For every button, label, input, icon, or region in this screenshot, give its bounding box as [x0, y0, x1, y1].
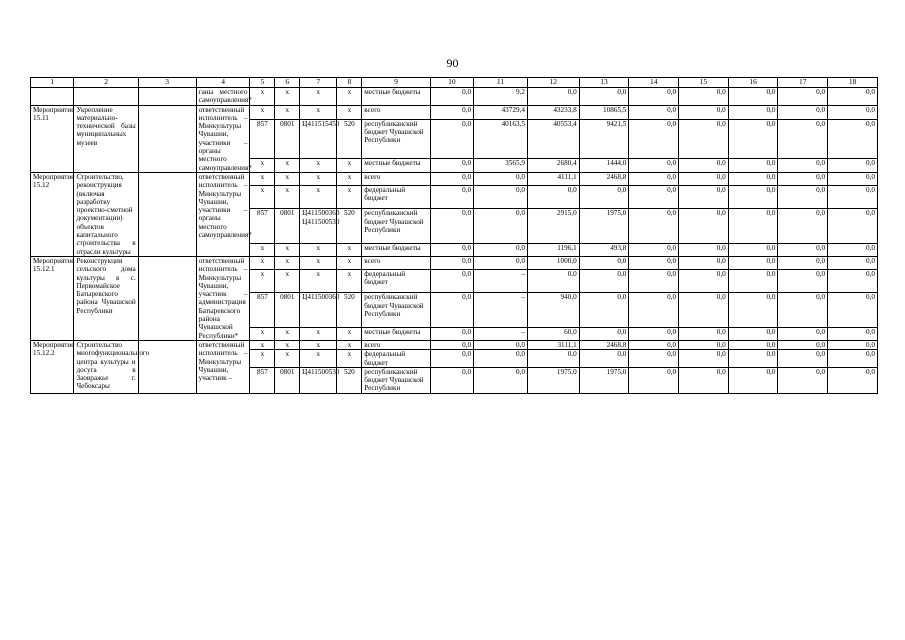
- event-label: Мероприятие 15.12.1: [31, 256, 74, 340]
- target-code: Ц411515450: [300, 119, 337, 158]
- grbs-code: 857: [250, 367, 275, 393]
- table-row: [31, 340, 878, 349]
- section-code: x: [275, 350, 300, 368]
- event-name: Реконструкция сельского дома культуры в с. Первомайское Батыревского района Чувашской Республики: [74, 256, 138, 340]
- target-code: Ц411500360: [300, 293, 337, 328]
- year-value: 0,0: [527, 269, 579, 293]
- grbs-code: x: [250, 88, 275, 106]
- year-value: 0,0: [579, 328, 629, 341]
- event-label: Мероприятие 15.12: [31, 172, 74, 256]
- target-code: Ц411500360 Ц411500530: [300, 209, 337, 244]
- column-number: 9: [362, 78, 430, 88]
- year-value: 9421,5: [579, 119, 629, 158]
- grbs-code: 857: [250, 119, 275, 158]
- year-value: 0,0: [778, 185, 828, 209]
- year-value: 2915,0: [527, 209, 579, 244]
- year-value: 0,0: [579, 185, 629, 209]
- year-value: 0,0: [430, 88, 473, 106]
- target-code: x: [300, 105, 337, 119]
- year-value: 0,0: [778, 367, 828, 393]
- year-value: 0,0: [527, 88, 579, 106]
- year-value: 0,0: [679, 293, 729, 328]
- expense-code: x: [337, 269, 362, 293]
- funding-source: федеральный бюджет: [362, 350, 430, 368]
- column-number: 4: [196, 78, 250, 88]
- year-value: 0,0: [828, 256, 878, 269]
- year-value: 0,0: [629, 367, 679, 393]
- year-value: 0,0: [629, 340, 679, 349]
- executor-cell: ответственный исполнитель – Минкультуры Чувашии, участник – администрация Батыревского района Чувашской Республики*: [196, 256, 250, 340]
- column-number: 13: [579, 78, 629, 88]
- section-code: 0801: [275, 293, 300, 328]
- year-value: 0,0: [430, 185, 473, 209]
- blank-cell: [138, 256, 196, 340]
- year-value: 0,0: [828, 328, 878, 341]
- column-number: 3: [138, 78, 196, 88]
- year-value: 0,0: [474, 244, 528, 257]
- year-value: 0,0: [679, 350, 729, 368]
- expense-code: 520: [337, 119, 362, 158]
- funding-source: местные бюджеты: [362, 244, 430, 257]
- year-value: 0,0: [629, 209, 679, 244]
- year-value: 1444,0: [579, 158, 629, 172]
- column-number: 10: [430, 78, 473, 88]
- target-code: x: [300, 185, 337, 209]
- expense-code: x: [337, 350, 362, 368]
- funding-source: республиканский бюджет Чувашской Республики: [362, 293, 430, 328]
- funding-source: федеральный бюджет: [362, 269, 430, 293]
- year-value: 0,0: [728, 209, 778, 244]
- table-row: [31, 172, 878, 185]
- year-value: 0,0: [728, 350, 778, 368]
- grbs-code: x: [250, 328, 275, 341]
- grbs-code: x: [250, 172, 275, 185]
- year-value: 0,0: [579, 293, 629, 328]
- target-code: x: [300, 244, 337, 257]
- year-value: 0,0: [430, 350, 473, 368]
- grbs-code: 857: [250, 209, 275, 244]
- section-code: x: [275, 256, 300, 269]
- event-name: Укрепление материально-технической базы муниципальных музеев: [74, 105, 138, 172]
- year-value: –: [474, 328, 528, 341]
- year-value: 9,2: [474, 88, 528, 106]
- year-value: 0,0: [430, 367, 473, 393]
- year-value: 493,8: [579, 244, 629, 257]
- year-value: 0,0: [579, 350, 629, 368]
- year-value: 0,0: [728, 244, 778, 257]
- year-value: 0,0: [474, 367, 528, 393]
- year-value: 0,0: [679, 328, 729, 341]
- year-value: 0,0: [474, 256, 528, 269]
- section-code: x: [275, 269, 300, 293]
- year-value: 0,0: [629, 328, 679, 341]
- year-value: 1196,1: [527, 244, 579, 257]
- expense-code: x: [337, 105, 362, 119]
- column-number: 12: [527, 78, 579, 88]
- year-value: 0,0: [778, 172, 828, 185]
- expense-code: x: [337, 185, 362, 209]
- year-value: 0,0: [474, 340, 528, 349]
- year-value: 0,0: [828, 158, 878, 172]
- year-value: 0,0: [778, 293, 828, 328]
- executor-cell: ответственный исполнитель – Минкультуры Чувашии, участники – органы местного самоуправления*: [196, 172, 250, 256]
- year-value: 0,0: [629, 269, 679, 293]
- event-name: [74, 88, 138, 106]
- expense-code: x: [337, 88, 362, 106]
- target-code: x: [300, 340, 337, 349]
- grbs-code: x: [250, 244, 275, 257]
- year-value: 0,0: [474, 185, 528, 209]
- year-value: 43233,8: [527, 105, 579, 119]
- year-value: 0,0: [629, 105, 679, 119]
- column-number: 16: [728, 78, 778, 88]
- year-value: 0,0: [828, 88, 878, 106]
- year-value: 0,0: [527, 350, 579, 368]
- grbs-code: x: [250, 105, 275, 119]
- year-value: 0,0: [679, 256, 729, 269]
- executor-cell: ответственный исполнитель – Минкультуры Чувашии, участники – органы местного самоуправления*: [196, 105, 250, 172]
- expense-code: x: [337, 340, 362, 349]
- year-value: 0,0: [430, 119, 473, 158]
- column-number: 2: [74, 78, 138, 88]
- year-value: 940,0: [527, 293, 579, 328]
- expense-code: x: [337, 328, 362, 341]
- funding-source: федеральный бюджет: [362, 185, 430, 209]
- year-value: 0,0: [679, 88, 729, 106]
- year-value: 2468,8: [579, 340, 629, 349]
- target-code: x: [300, 158, 337, 172]
- year-value: 0,0: [679, 119, 729, 158]
- year-value: 0,0: [728, 185, 778, 209]
- section-code: x: [275, 340, 300, 349]
- year-value: 0,0: [828, 367, 878, 393]
- funding-source: всего: [362, 105, 430, 119]
- year-value: –: [474, 269, 528, 293]
- funding-source: местные бюджеты: [362, 328, 430, 341]
- section-code: x: [275, 185, 300, 209]
- year-value: 0,0: [430, 209, 473, 244]
- year-value: 0,0: [728, 119, 778, 158]
- grbs-code: 857: [250, 293, 275, 328]
- year-value: 0,0: [778, 244, 828, 257]
- event-name: Строительство многофункционального центра культуры и досуга в Заовражье г. Чебоксары: [74, 340, 138, 393]
- year-value: 0,0: [679, 185, 729, 209]
- year-value: 0,0: [728, 88, 778, 106]
- event-label: Мероприятие 15.11: [31, 105, 74, 172]
- column-number: 18: [828, 78, 878, 88]
- column-number: 6: [275, 78, 300, 88]
- column-number: 1: [31, 78, 74, 88]
- year-value: 0,0: [430, 105, 473, 119]
- year-value: 0,0: [828, 244, 878, 257]
- grbs-code: x: [250, 256, 275, 269]
- year-value: 0,0: [828, 119, 878, 158]
- year-value: 60,0: [527, 328, 579, 341]
- event-name: Строительство, реконструкция (включая разработку проектно-сметной документации) объектов капитального строительства в отрасли культуры: [74, 172, 138, 256]
- event-label: Мероприятие 15.12.2: [31, 340, 74, 393]
- year-value: 0,0: [629, 293, 679, 328]
- section-code: 0801: [275, 209, 300, 244]
- blank-cell: [138, 172, 196, 256]
- funding-source: всего: [362, 256, 430, 269]
- year-value: 0,0: [828, 340, 878, 349]
- year-value: 0,0: [430, 293, 473, 328]
- year-value: 0,0: [474, 350, 528, 368]
- year-value: 0,0: [728, 328, 778, 341]
- funding-source: республиканский бюджет Чувашской Республики: [362, 209, 430, 244]
- expense-code: x: [337, 256, 362, 269]
- year-value: 3111,1: [527, 340, 579, 349]
- expense-code: x: [337, 158, 362, 172]
- year-value: 0,0: [474, 209, 528, 244]
- executor-cell: ганы местного самоуправления*: [196, 88, 250, 106]
- year-value: 0,0: [728, 293, 778, 328]
- year-value: 0,0: [728, 269, 778, 293]
- column-number: 15: [679, 78, 729, 88]
- target-code: x: [300, 350, 337, 368]
- table-row: [31, 256, 878, 269]
- funding-source: республиканский бюджет Чувашской Республики: [362, 367, 430, 393]
- column-number: 8: [337, 78, 362, 88]
- target-code: Ц411500530: [300, 367, 337, 393]
- funding-source: всего: [362, 172, 430, 185]
- year-value: 0,0: [430, 328, 473, 341]
- year-value: 0,0: [679, 172, 729, 185]
- year-value: 0,0: [430, 340, 473, 349]
- page-number: 90: [446, 56, 459, 70]
- section-code: x: [275, 172, 300, 185]
- year-value: 0,0: [679, 269, 729, 293]
- target-code: x: [300, 269, 337, 293]
- funding-source: республиканский бюджет Чувашской Республики: [362, 119, 430, 158]
- year-value: 0,0: [679, 158, 729, 172]
- year-value: 43729,4: [474, 105, 528, 119]
- year-value: 0,0: [629, 185, 679, 209]
- grbs-code: x: [250, 340, 275, 349]
- year-value: 0,0: [828, 185, 878, 209]
- year-value: 0,0: [828, 293, 878, 328]
- year-value: 0,0: [430, 244, 473, 257]
- year-value: 0,0: [430, 256, 473, 269]
- year-value: 1975,0: [579, 209, 629, 244]
- year-value: 0,0: [778, 256, 828, 269]
- event-label: [31, 88, 74, 106]
- year-value: 0,0: [828, 105, 878, 119]
- year-value: 0,0: [828, 172, 878, 185]
- year-value: 0,0: [679, 367, 729, 393]
- year-value: 0,0: [728, 256, 778, 269]
- year-value: 0,0: [679, 244, 729, 257]
- year-value: 2468,8: [579, 172, 629, 185]
- column-number: 14: [629, 78, 679, 88]
- target-code: x: [300, 88, 337, 106]
- year-value: 0,0: [728, 367, 778, 393]
- year-value: 0,0: [679, 209, 729, 244]
- expense-code: x: [337, 172, 362, 185]
- grbs-code: x: [250, 158, 275, 172]
- grbs-code: x: [250, 269, 275, 293]
- grbs-code: x: [250, 350, 275, 368]
- funding-source: местные бюджеты: [362, 158, 430, 172]
- year-value: 0,0: [527, 185, 579, 209]
- year-value: 0,0: [728, 105, 778, 119]
- year-value: 0,0: [579, 88, 629, 106]
- year-value: 0,0: [629, 172, 679, 185]
- expense-code: x: [337, 244, 362, 257]
- year-value: 4111,1: [527, 172, 579, 185]
- year-value: 2680,4: [527, 158, 579, 172]
- year-value: 0,0: [828, 209, 878, 244]
- year-value: 0,0: [778, 350, 828, 368]
- year-value: 0,0: [629, 158, 679, 172]
- section-code: x: [275, 88, 300, 106]
- year-value: 0,0: [828, 350, 878, 368]
- year-value: 0,0: [728, 340, 778, 349]
- year-value: 0,0: [778, 158, 828, 172]
- year-value: 0,0: [679, 105, 729, 119]
- expense-code: 520: [337, 209, 362, 244]
- year-value: 0,0: [579, 269, 629, 293]
- year-value: 40553,4: [527, 119, 579, 158]
- column-number: 17: [778, 78, 828, 88]
- year-value: 0,0: [629, 119, 679, 158]
- blank-cell: [138, 105, 196, 172]
- funding-source: всего: [362, 340, 430, 349]
- section-code: 0801: [275, 367, 300, 393]
- expense-code: 520: [337, 367, 362, 393]
- year-value: 0,0: [728, 158, 778, 172]
- year-value: 0,0: [629, 88, 679, 106]
- section-code: x: [275, 158, 300, 172]
- year-value: 0,0: [430, 172, 473, 185]
- year-value: 0,0: [778, 269, 828, 293]
- target-code: x: [300, 328, 337, 341]
- section-code: x: [275, 244, 300, 257]
- table-row: [31, 105, 878, 119]
- blank-cell: [138, 88, 196, 106]
- budget-table: [30, 77, 878, 394]
- year-value: 3565,9: [474, 158, 528, 172]
- target-code: x: [300, 256, 337, 269]
- year-value: 0,0: [579, 256, 629, 269]
- year-value: 40163,5: [474, 119, 528, 158]
- year-value: 0,0: [778, 328, 828, 341]
- year-value: 0,0: [430, 269, 473, 293]
- year-value: 0,0: [430, 158, 473, 172]
- year-value: 0,0: [629, 256, 679, 269]
- year-value: 0,0: [629, 244, 679, 257]
- year-value: 0,0: [629, 350, 679, 368]
- year-value: 10865,5: [579, 105, 629, 119]
- table-row: [31, 88, 878, 106]
- grbs-code: x: [250, 185, 275, 209]
- section-code: 0801: [275, 119, 300, 158]
- year-value: 1975,0: [579, 367, 629, 393]
- column-number: 11: [474, 78, 528, 88]
- year-value: 0,0: [778, 88, 828, 106]
- year-value: 0,0: [728, 172, 778, 185]
- section-code: x: [275, 328, 300, 341]
- year-value: 1000,0: [527, 256, 579, 269]
- year-value: 0,0: [778, 119, 828, 158]
- column-number: 7: [300, 78, 337, 88]
- section-code: x: [275, 105, 300, 119]
- target-code: x: [300, 172, 337, 185]
- year-value: 0,0: [474, 172, 528, 185]
- year-value: 0,0: [778, 340, 828, 349]
- column-number-row: [31, 78, 878, 88]
- year-value: 1975,0: [527, 367, 579, 393]
- year-value: 0,0: [828, 269, 878, 293]
- year-value: –: [474, 293, 528, 328]
- column-number: 5: [250, 78, 275, 88]
- year-value: 0,0: [778, 209, 828, 244]
- expense-code: 520: [337, 293, 362, 328]
- year-value: 0,0: [778, 105, 828, 119]
- funding-source: местные бюджеты: [362, 88, 430, 106]
- year-value: 0,0: [679, 340, 729, 349]
- executor-cell: ответственный исполнитель – Минкультуры Чувашии, участник –: [196, 340, 250, 393]
